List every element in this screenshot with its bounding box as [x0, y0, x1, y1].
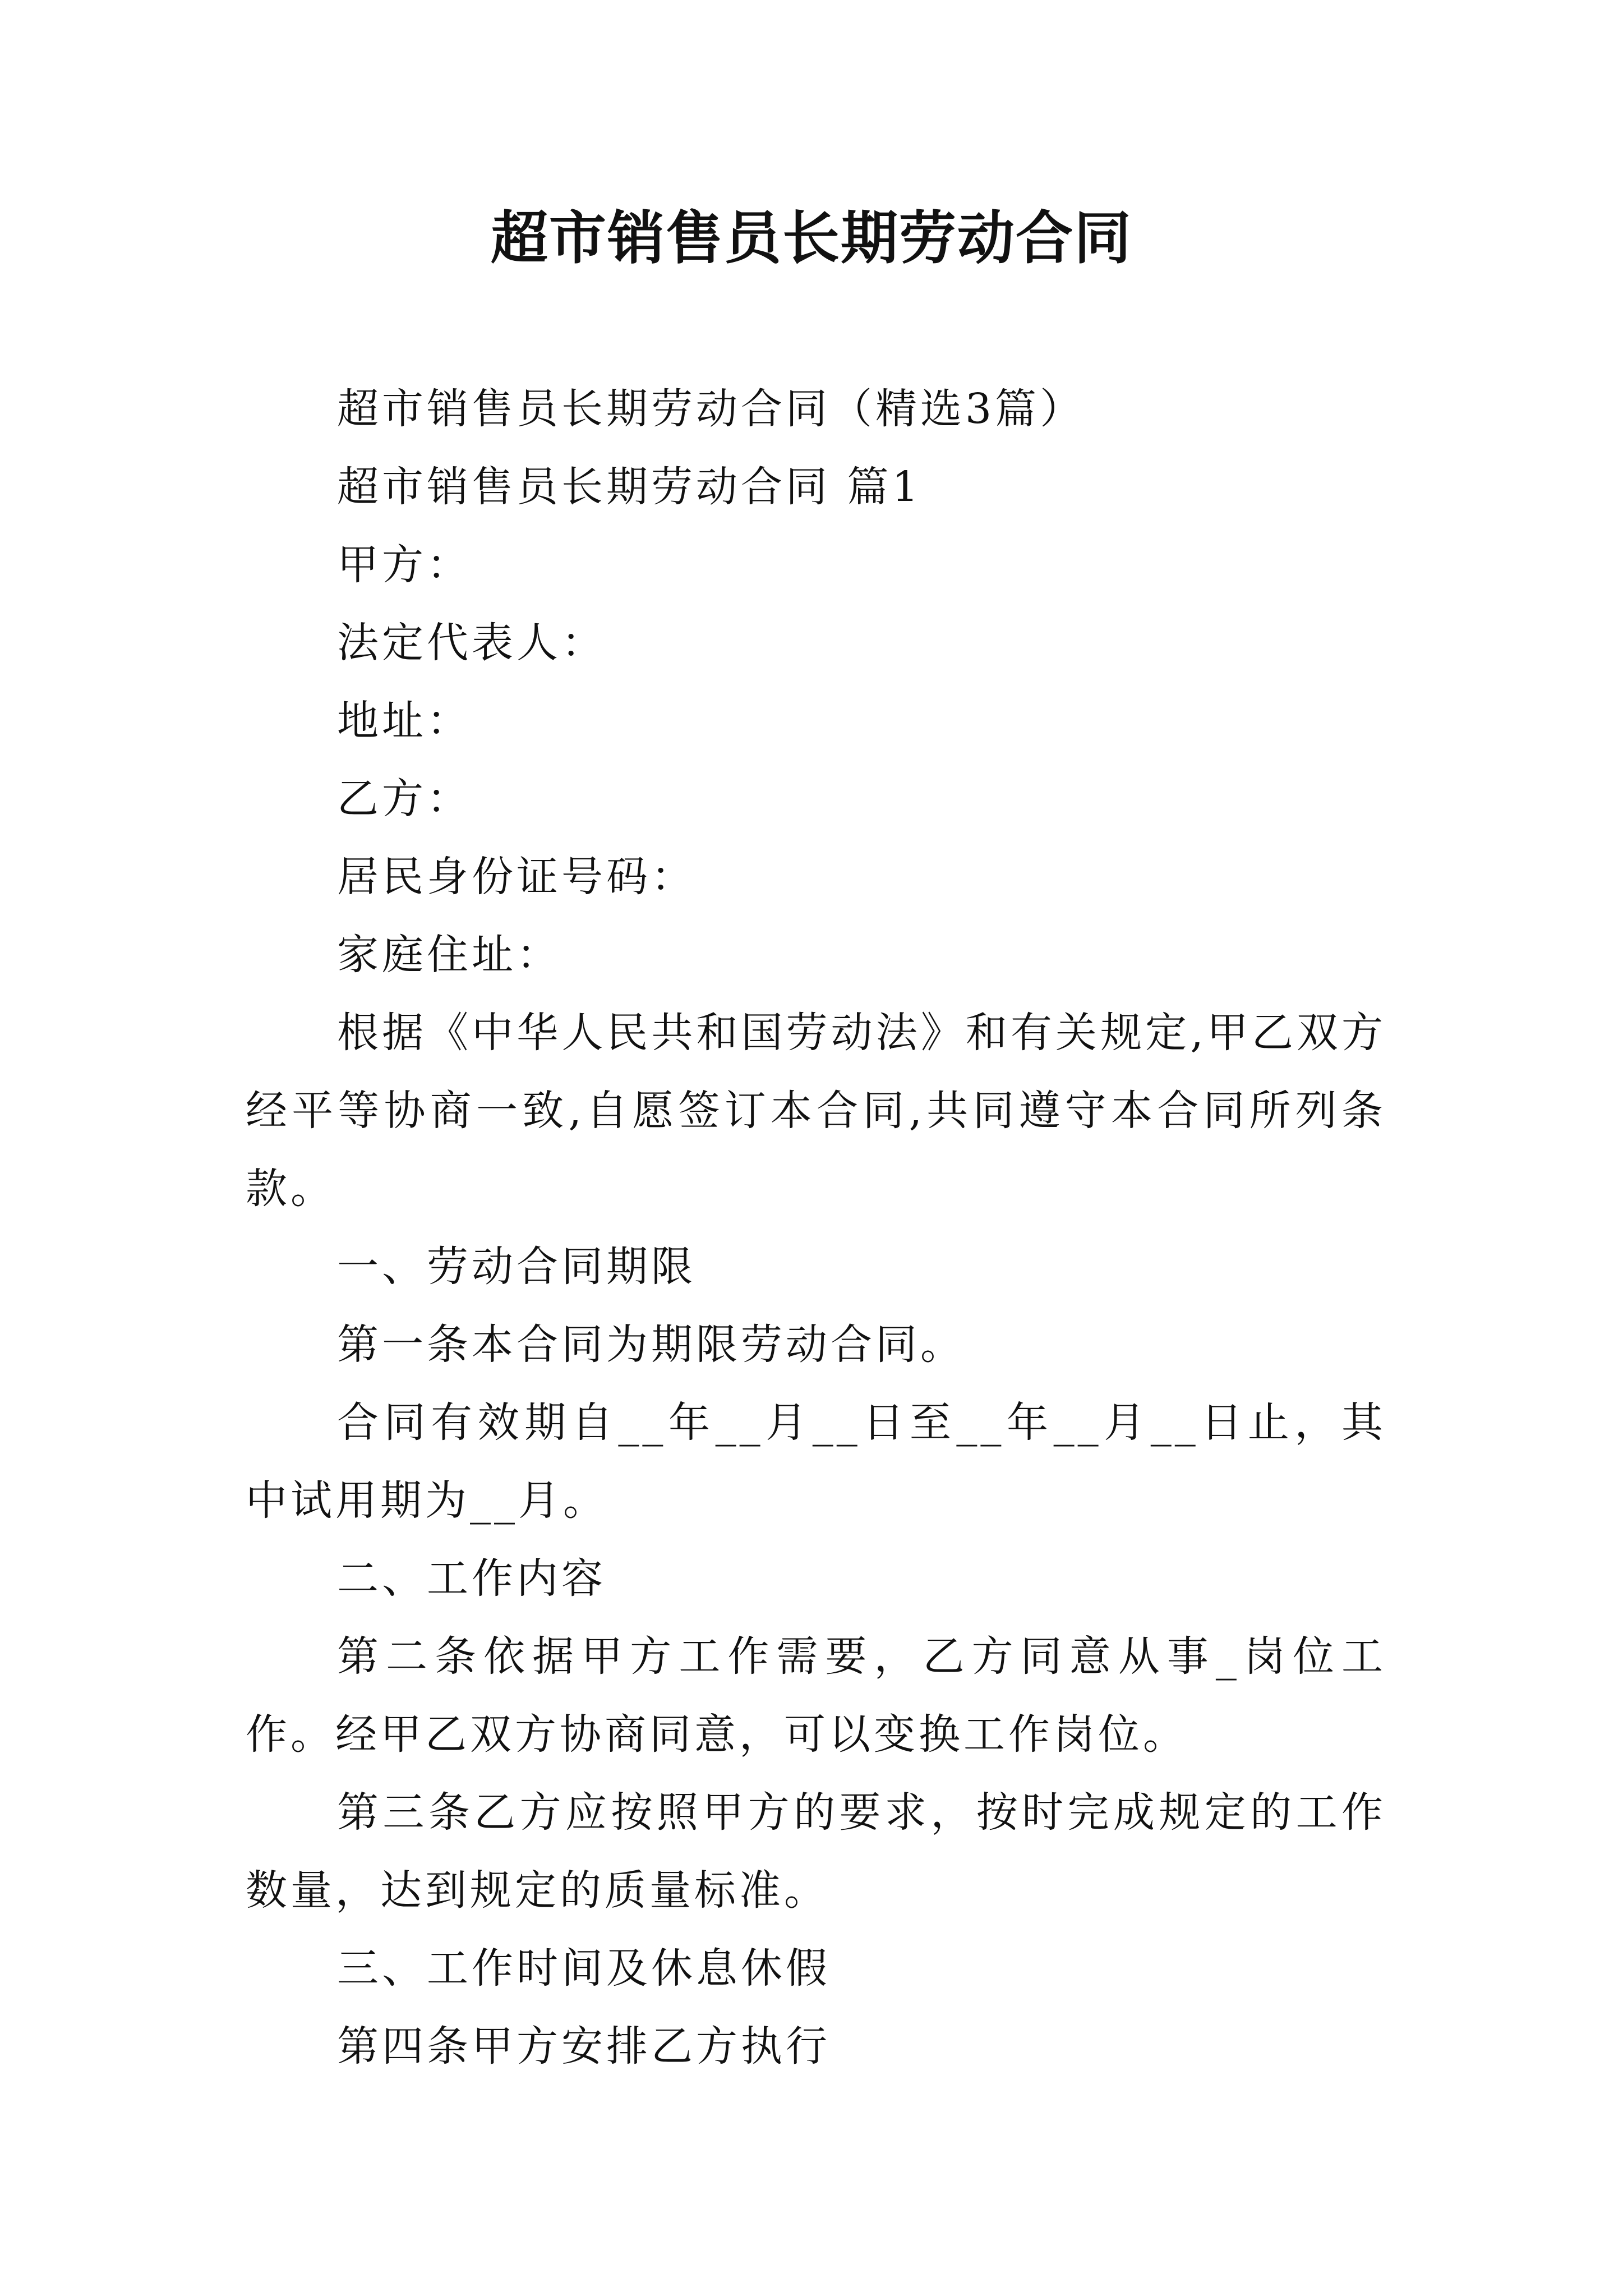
- home-address-line: 家庭住址：: [337, 931, 561, 979]
- paragraph-collection-heading: 超市销售员长期劳动合同（精选3篇）: [337, 385, 1085, 433]
- section-heading-term: 一、劳动合同期限: [337, 1243, 696, 1291]
- article-2: 第二条依据甲方工作需要，乙方同意从事_岗位工作。经甲乙双方协商同意，可以变换工作岗位。: [246, 1632, 1386, 1759]
- paragraph-part-heading: 超市销售员长期劳动合同 篇1: [337, 463, 922, 511]
- party-a-line: 甲方：: [337, 541, 472, 589]
- party-b-line: 乙方：: [337, 775, 472, 823]
- legal-representative-line: 法定代表人：: [337, 619, 606, 667]
- contract-period-paragraph: 合同有效期自__年__月__日至__年__月__日止，其中试用期为__月。: [246, 1398, 1386, 1525]
- section-heading-working-hours: 三、工作时间及休息休假: [337, 1944, 831, 1993]
- article-3: 第三条乙方应按照甲方的要求，按时完成规定的工作数量，达到规定的质量标准。: [246, 1788, 1386, 1915]
- article-1: 第一条本合同为期限劳动合同。: [337, 1320, 965, 1369]
- section-heading-work-content: 二、工作内容: [337, 1554, 606, 1603]
- document-title: 超市销售员长期劳动合同: [491, 205, 1132, 272]
- id-number-line: 居民身份证号码：: [337, 853, 696, 901]
- address-line: 地址：: [337, 697, 472, 745]
- preamble-paragraph: 根据《中华人民共和国劳动法》和有关规定,甲乙双方经平等协商一致,自愿签订本合同,共同遵守本合同所列条款。: [246, 1009, 1386, 1213]
- document-body: [246, 370, 1386, 2086]
- article-4: 第四条甲方安排乙方执行: [337, 2022, 831, 2070]
